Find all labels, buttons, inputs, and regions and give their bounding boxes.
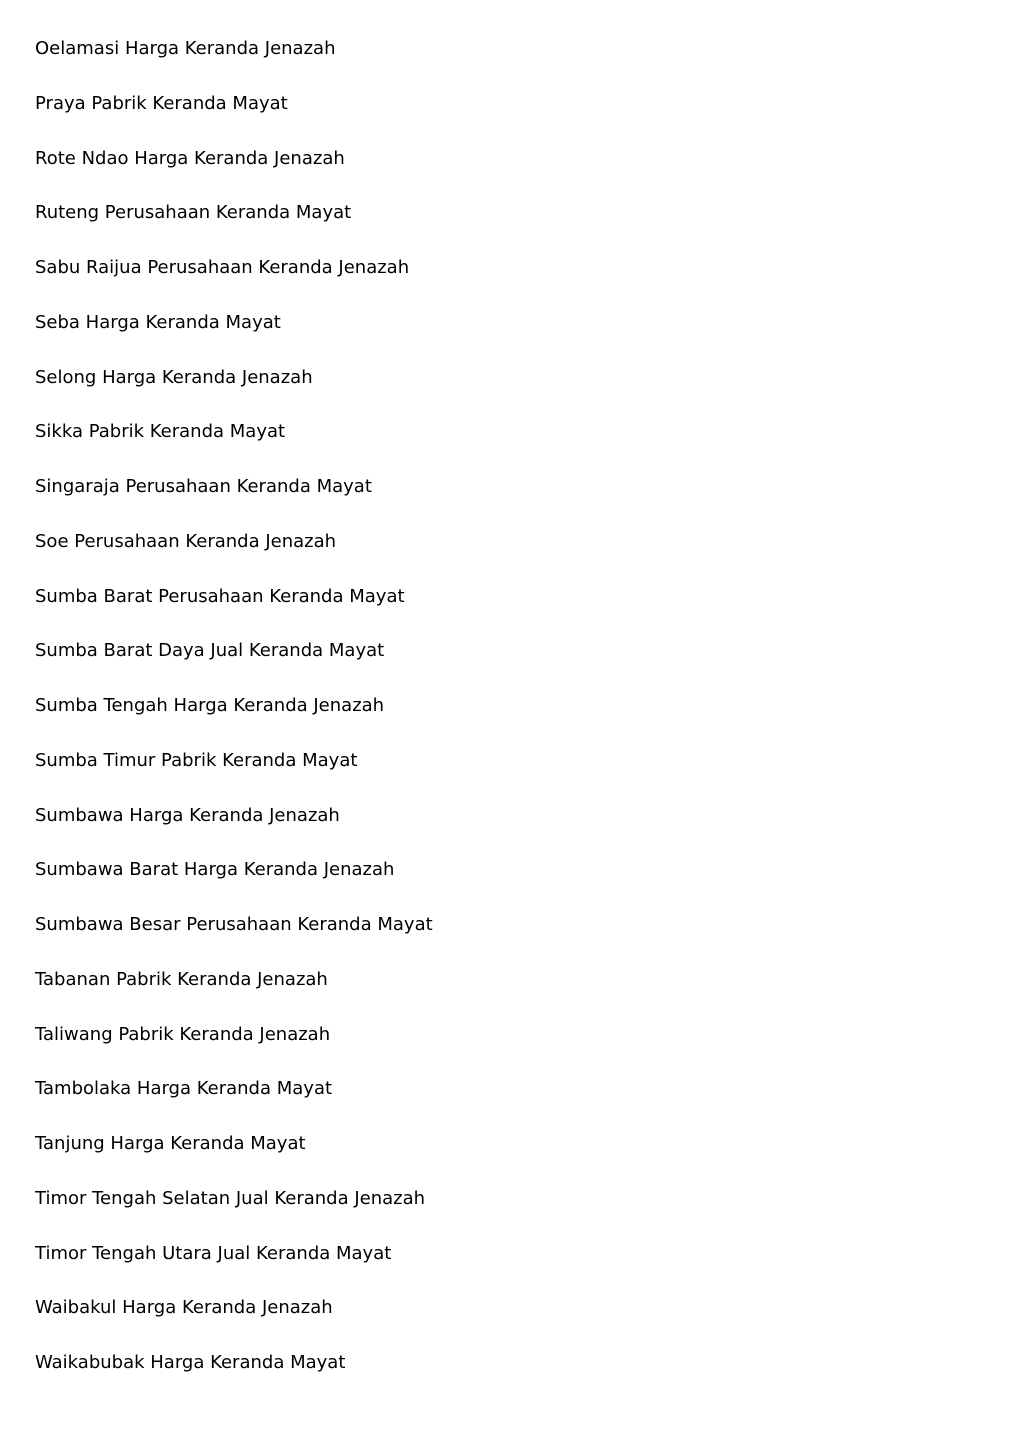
list-item: Sumbawa Harga Keranda Jenazah (35, 804, 340, 826)
list-item: Sumba Timur Pabrik Keranda Mayat (35, 749, 358, 771)
list-item: Sikka Pabrik Keranda Mayat (35, 421, 286, 443)
list-item: Waikabubak Harga Keranda Mayat (35, 1352, 346, 1373)
list-item: Tanjung Harga Keranda Mayat (35, 1133, 306, 1154)
list-item: Sumbawa Barat Harga Keranda Jenazah (35, 859, 395, 881)
keranda-location-list (35, 37, 433, 1406)
list-item: Ruteng Perusahaan Keranda Mayat (35, 202, 352, 224)
list-item: Seba Harga Keranda Mayat (35, 311, 281, 333)
list-item: Rote Ndao Harga Keranda Jenazah (35, 147, 345, 169)
list-item: Oelamasi Harga Keranda Jenazah (35, 38, 336, 59)
list-item: Sumbawa Besar Perusahaan Keranda Mayat (35, 914, 433, 935)
list-item: Timor Tengah Selatan Jual Keranda Jenazah (35, 1187, 426, 1209)
list-item: Taliwang Pabrik Keranda Jenazah (35, 1023, 331, 1045)
list-item: Timor Tengah Utara Jual Keranda Mayat (35, 1242, 392, 1264)
list-item: Soe Perusahaan Keranda Jenazah (35, 530, 337, 552)
list-item: Tabanan Pabrik Keranda Jenazah (35, 968, 328, 990)
list-item: Singaraja Perusahaan Keranda Mayat (35, 476, 372, 497)
list-item: Selong Harga Keranda Jenazah (35, 366, 313, 388)
list-item: Waibakul Harga Keranda Jenazah (35, 1297, 333, 1319)
list-item: Sumba Tengah Harga Keranda Jenazah (35, 695, 385, 716)
list-item: Praya Pabrik Keranda Mayat (35, 92, 288, 114)
list-item: Sumba Barat Daya Jual Keranda Mayat (35, 640, 385, 662)
list-item: Sabu Raijua Perusahaan Keranda Jenazah (35, 257, 410, 278)
list-item: Sumba Barat Perusahaan Keranda Mayat (35, 585, 405, 607)
list-item: Tambolaka Harga Keranda Mayat (35, 1078, 333, 1100)
